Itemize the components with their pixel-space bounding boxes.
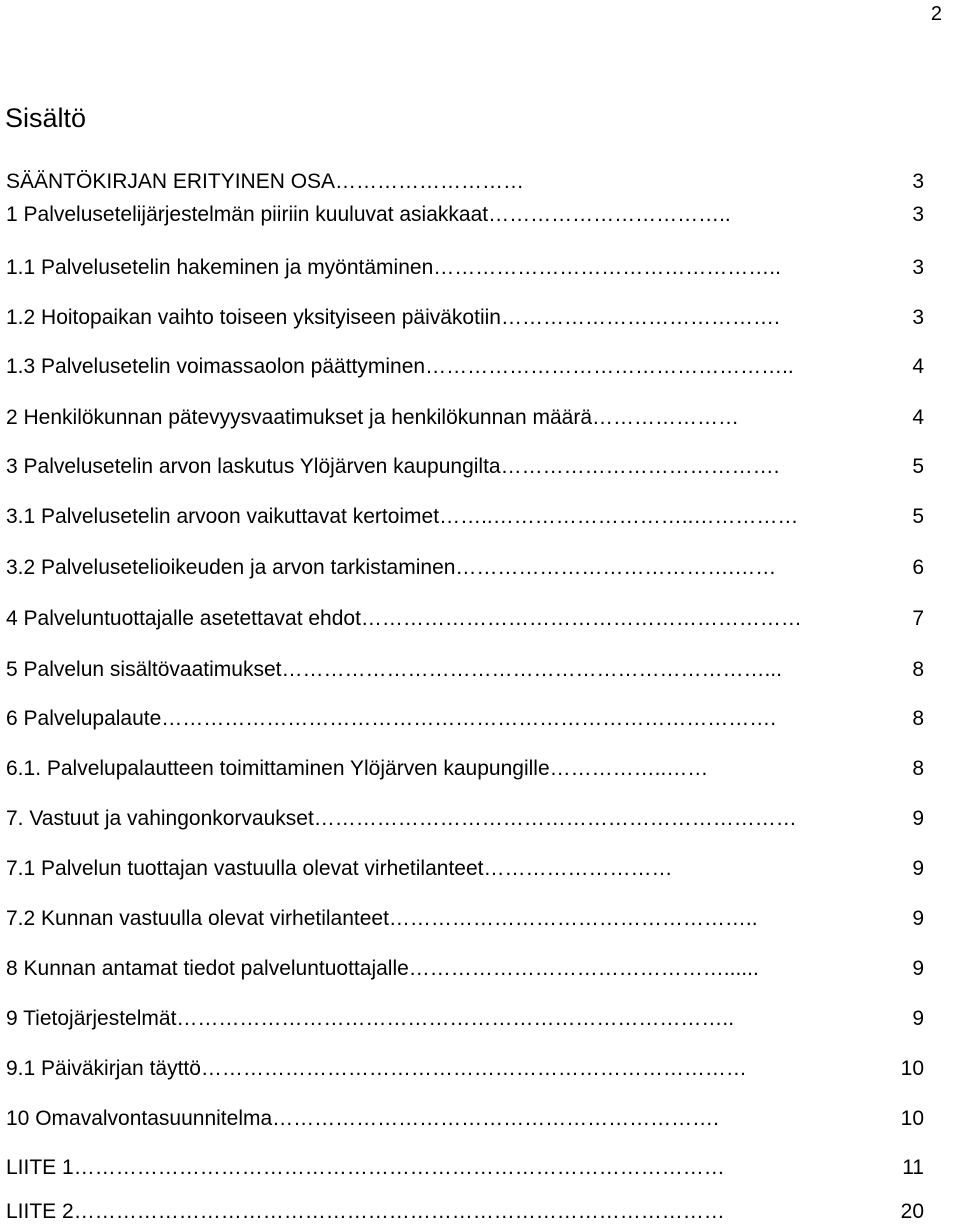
- toc-entry: [6, 902, 924, 936]
- toc-entry-page: 4: [912, 406, 924, 429]
- toc-entry-page: 4: [912, 355, 924, 378]
- toc-entry: [6, 602, 924, 636]
- toc-entry-page: 3: [912, 256, 924, 279]
- toc-entry-page: 20: [900, 1200, 924, 1223]
- toc-entry-label: LIITE 2…………………………………………………………………………………: [6, 1200, 725, 1223]
- toc-entry-page: 6: [912, 556, 924, 579]
- toc-entry-page: 9: [912, 807, 924, 830]
- toc-entry: [6, 852, 924, 886]
- toc-entry-label: 10 Omavalvontasuunnitelma……………………………………………………….: [6, 1107, 719, 1130]
- toc-entry-label: 2 Henkilökunnan pätevyysvaatimukset ja henkilökunnan määrä…………………: [6, 406, 740, 429]
- toc-entry: [6, 551, 924, 585]
- toc-entry-page: 10: [900, 1057, 924, 1080]
- toc-entry-label: 1.3 Palvelusetelin voimassaolon päättyminen……………………………………………..: [6, 355, 794, 378]
- page-number: 2: [930, 3, 942, 25]
- toc-entry-page: 8: [912, 707, 924, 730]
- toc-entry-label: 8 Kunnan antamat tiedot palveluntuottajalle………………………………………......: [6, 957, 759, 980]
- toc-entry-page: 7: [912, 607, 924, 630]
- toc-entry-page: 5: [912, 455, 924, 478]
- toc-entry-label: 7.1 Palvelun tuottajan vastuulla olevat virhetilanteet………………………: [6, 857, 673, 880]
- toc-entry-label: 7.2 Kunnan vastuulla olevat virhetilanteet……………………………………………..: [6, 907, 758, 930]
- toc-entry: [6, 350, 924, 384]
- toc-entry-page: 3: [912, 306, 924, 329]
- toc-entry: [6, 1102, 924, 1136]
- toc-entry-page: 9: [912, 1007, 924, 1030]
- toc-entry-page: 9: [912, 957, 924, 980]
- toc-entry-label: SÄÄNTÖKIRJAN ERITYINEN OSA………………………: [6, 170, 525, 193]
- toc-entry: [6, 1052, 924, 1086]
- toc-entry-label: 9.1 Päiväkirjan täyttö……………………………………………………………………: [6, 1057, 747, 1080]
- toc-entry: [6, 952, 924, 986]
- toc-entry: [6, 500, 924, 534]
- toc-entry-label: 5 Palvelun sisältövaatimukset……………………………………………………………...: [6, 658, 782, 681]
- toc-entry-page: 11: [902, 1156, 924, 1179]
- toc-entry: [6, 198, 924, 232]
- toc-entry-label: 3 Palvelusetelin arvon laskutus Ylöjärven kaupungilta………………………………….: [6, 455, 780, 478]
- toc-entry-label: 3.1 Palvelusetelin arvoon vaikuttavat kertoimet……..………………………..……………: [6, 505, 799, 528]
- toc-entry-label: 1.1 Palvelusetelin hakeminen ja myöntäminen…………………………………………..: [6, 256, 781, 279]
- toc-entry-label: 1 Palvelusetelijärjestelmän piiriin kuuluvat asiakkaat……………………………..: [6, 203, 731, 226]
- toc-entry: [6, 450, 924, 484]
- toc-entry-label: 6 Palvelupalaute…………………………………………………………………………….: [6, 707, 777, 730]
- toc-entry-page: 8: [912, 658, 924, 681]
- toc-entry: [6, 251, 924, 285]
- toc-entry-page: 9: [912, 907, 924, 930]
- toc-entry: [6, 802, 924, 836]
- toc-entry-label: 6.1. Palvelupalautteen toimittaminen Ylöjärven kaupungille……………..……: [6, 757, 709, 780]
- toc-entry: [6, 401, 924, 435]
- toc-entry: [6, 1195, 924, 1229]
- toc-entry: [6, 702, 924, 736]
- toc-entry: [6, 653, 924, 687]
- toc-entry-page: 5: [912, 505, 924, 528]
- toc-entry: [6, 1002, 924, 1036]
- toc-entry-label: 3.2 Palvelusetelioikeuden ja arvon tarkistaminen………………………………….……: [6, 556, 777, 579]
- toc-entry-label: 4 Palveluntuottajalle asetettavat ehdot………………………………………………………: [6, 607, 802, 630]
- toc-entry: [6, 301, 924, 335]
- toc-entry: [6, 165, 924, 199]
- toc-entry-label: 7. Vastuut ja vahingonkorvaukset……………………………………………………………: [6, 807, 797, 830]
- toc-entry-page: 9: [912, 857, 924, 880]
- toc-entry: [6, 1151, 924, 1185]
- toc-entry-page: 3: [912, 203, 924, 226]
- toc-entry-label: 1.2 Hoitopaikan vaihto toiseen yksityiseen päiväkotiin………………………………….: [6, 306, 780, 329]
- toc-entry-page: 10: [900, 1107, 924, 1130]
- toc-entry-label: 9 Tietojärjestelmät……………………………………………………………………..: [6, 1007, 735, 1030]
- toc-heading: Sisältö: [5, 103, 87, 133]
- toc-entry-page: 8: [912, 757, 924, 780]
- toc-entry-page: 3: [912, 170, 924, 193]
- toc-entry: [6, 752, 924, 786]
- toc-entry-label: LIITE 1…………………………………………………………………………………: [6, 1156, 725, 1179]
